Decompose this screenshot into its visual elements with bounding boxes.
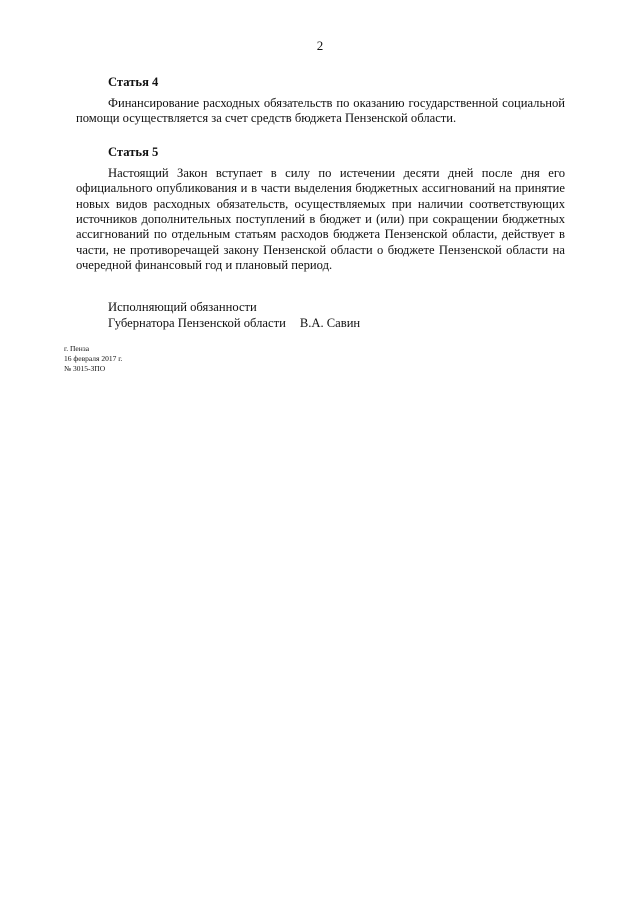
- meta-number: № 3015-ЗПО: [64, 364, 106, 373]
- article-text: Настоящий Закон вступает в силу по истечении десяти дней после дня его официального опубликования и в части выделения бюджетных ассигнований на принятие новых видов расходных обязательств, осуществляемых при наличии соответствующих источников дополнительных поступлений в бюджет и (или) при сокращении бюджетных ассигнований по отдельным статьям расходов бюджета Пензенской области, действует в части, не противоречащей закону Пензенской области о бюджете Пензенской области на очередной финансовый год и плановый период.: [76, 165, 565, 273]
- signatory-name: В.А. Савин: [299, 316, 361, 330]
- article-text: Финансирование расходных обязательств по оказанию государственной социальной помощи осуществляется за счет средств бюджета Пензенской области.: [76, 96, 565, 126]
- signature-position: Губернатора Пензенской области: [108, 316, 286, 330]
- article-heading: Статья 5: [108, 144, 159, 159]
- article-4: [76, 74, 565, 127]
- article-heading: Статья 4: [108, 75, 159, 89]
- page-number: 2: [316, 38, 324, 53]
- meta-date: 16 февраля 2017 г.: [64, 354, 123, 363]
- meta-city: г. Пенза: [64, 344, 90, 353]
- signature-title-line2: [108, 315, 360, 331]
- article-5: [76, 144, 565, 274]
- document-meta: [64, 344, 122, 374]
- signature-title-line1: Исполняющий обязанности: [108, 300, 257, 314]
- signature-block: [108, 299, 360, 331]
- document-body: [76, 74, 565, 291]
